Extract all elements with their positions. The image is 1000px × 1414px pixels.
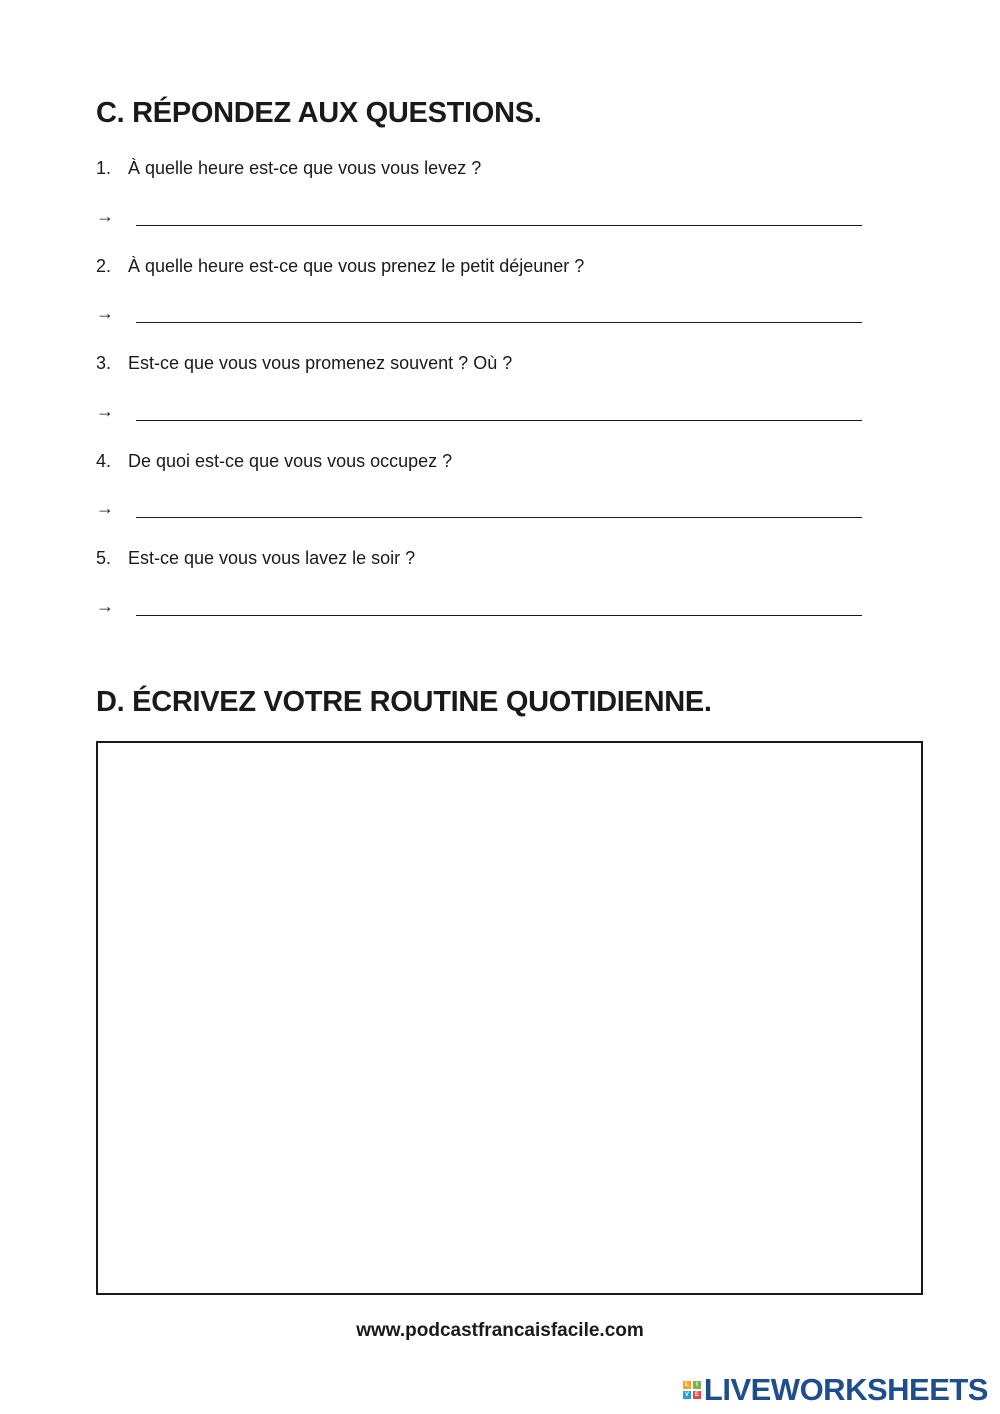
- answer-2-input[interactable]: [136, 322, 862, 323]
- question-text: Est-ce que vous vous lavez le soir ?: [128, 548, 416, 568]
- question-2: [96, 256, 584, 277]
- liveworksheets-logo: [683, 1372, 988, 1408]
- section-c-title: C. RÉPONDEZ AUX QUESTIONS.: [96, 97, 542, 129]
- answer-row-5: [96, 596, 866, 620]
- question-text: De quoi est-ce que vous vous occupez ?: [128, 451, 453, 471]
- question-number: 5.: [96, 548, 112, 568]
- footer-url: www.podcastfrancaisfacile.com: [356, 1320, 644, 1341]
- arrow-right-icon: →: [96, 498, 114, 518]
- arrow-right-icon: →: [96, 401, 114, 421]
- grid-cell: L: [683, 1381, 691, 1389]
- arrow-right-icon: →: [96, 596, 114, 616]
- arrow-right-icon: →: [96, 206, 114, 226]
- question-4: [96, 451, 452, 472]
- answer-row-4: [96, 498, 866, 522]
- answer-row-1: [96, 206, 866, 230]
- question-text: À quelle heure est-ce que vous vous levez ?: [128, 158, 482, 178]
- section-d-title: D. ÉCRIVEZ VOTRE ROUTINE QUOTIDIENNE.: [96, 686, 712, 718]
- answer-3-input[interactable]: [136, 420, 862, 421]
- question-number: 2.: [96, 256, 112, 276]
- answer-row-3: [96, 401, 866, 425]
- liveworksheets-text: LIVEWORKSHEETS: [703, 1372, 988, 1407]
- grid-cell: E: [694, 1392, 699, 1398]
- answer-5-input[interactable]: [136, 615, 862, 616]
- grid-cell: V: [684, 1392, 689, 1398]
- question-number: 4.: [96, 451, 112, 471]
- question-1: [96, 158, 481, 179]
- routine-writing-box[interactable]: [96, 741, 923, 1295]
- question-text: À quelle heure est-ce que vous prenez le petit déjeuner ?: [128, 256, 585, 276]
- question-number: 3.: [96, 353, 112, 373]
- answer-1-input[interactable]: [136, 225, 862, 226]
- question-number: 1.: [96, 158, 112, 178]
- question-5: [96, 548, 415, 569]
- liveworksheets-grid-icon: [683, 1381, 701, 1399]
- answer-4-input[interactable]: [136, 517, 862, 518]
- question-text: Est-ce que vous vous promenez souvent ? Où ?: [128, 353, 513, 373]
- question-3: [96, 353, 512, 374]
- answer-row-2: [96, 303, 866, 327]
- arrow-right-icon: →: [96, 303, 114, 323]
- grid-cell: I: [693, 1381, 701, 1389]
